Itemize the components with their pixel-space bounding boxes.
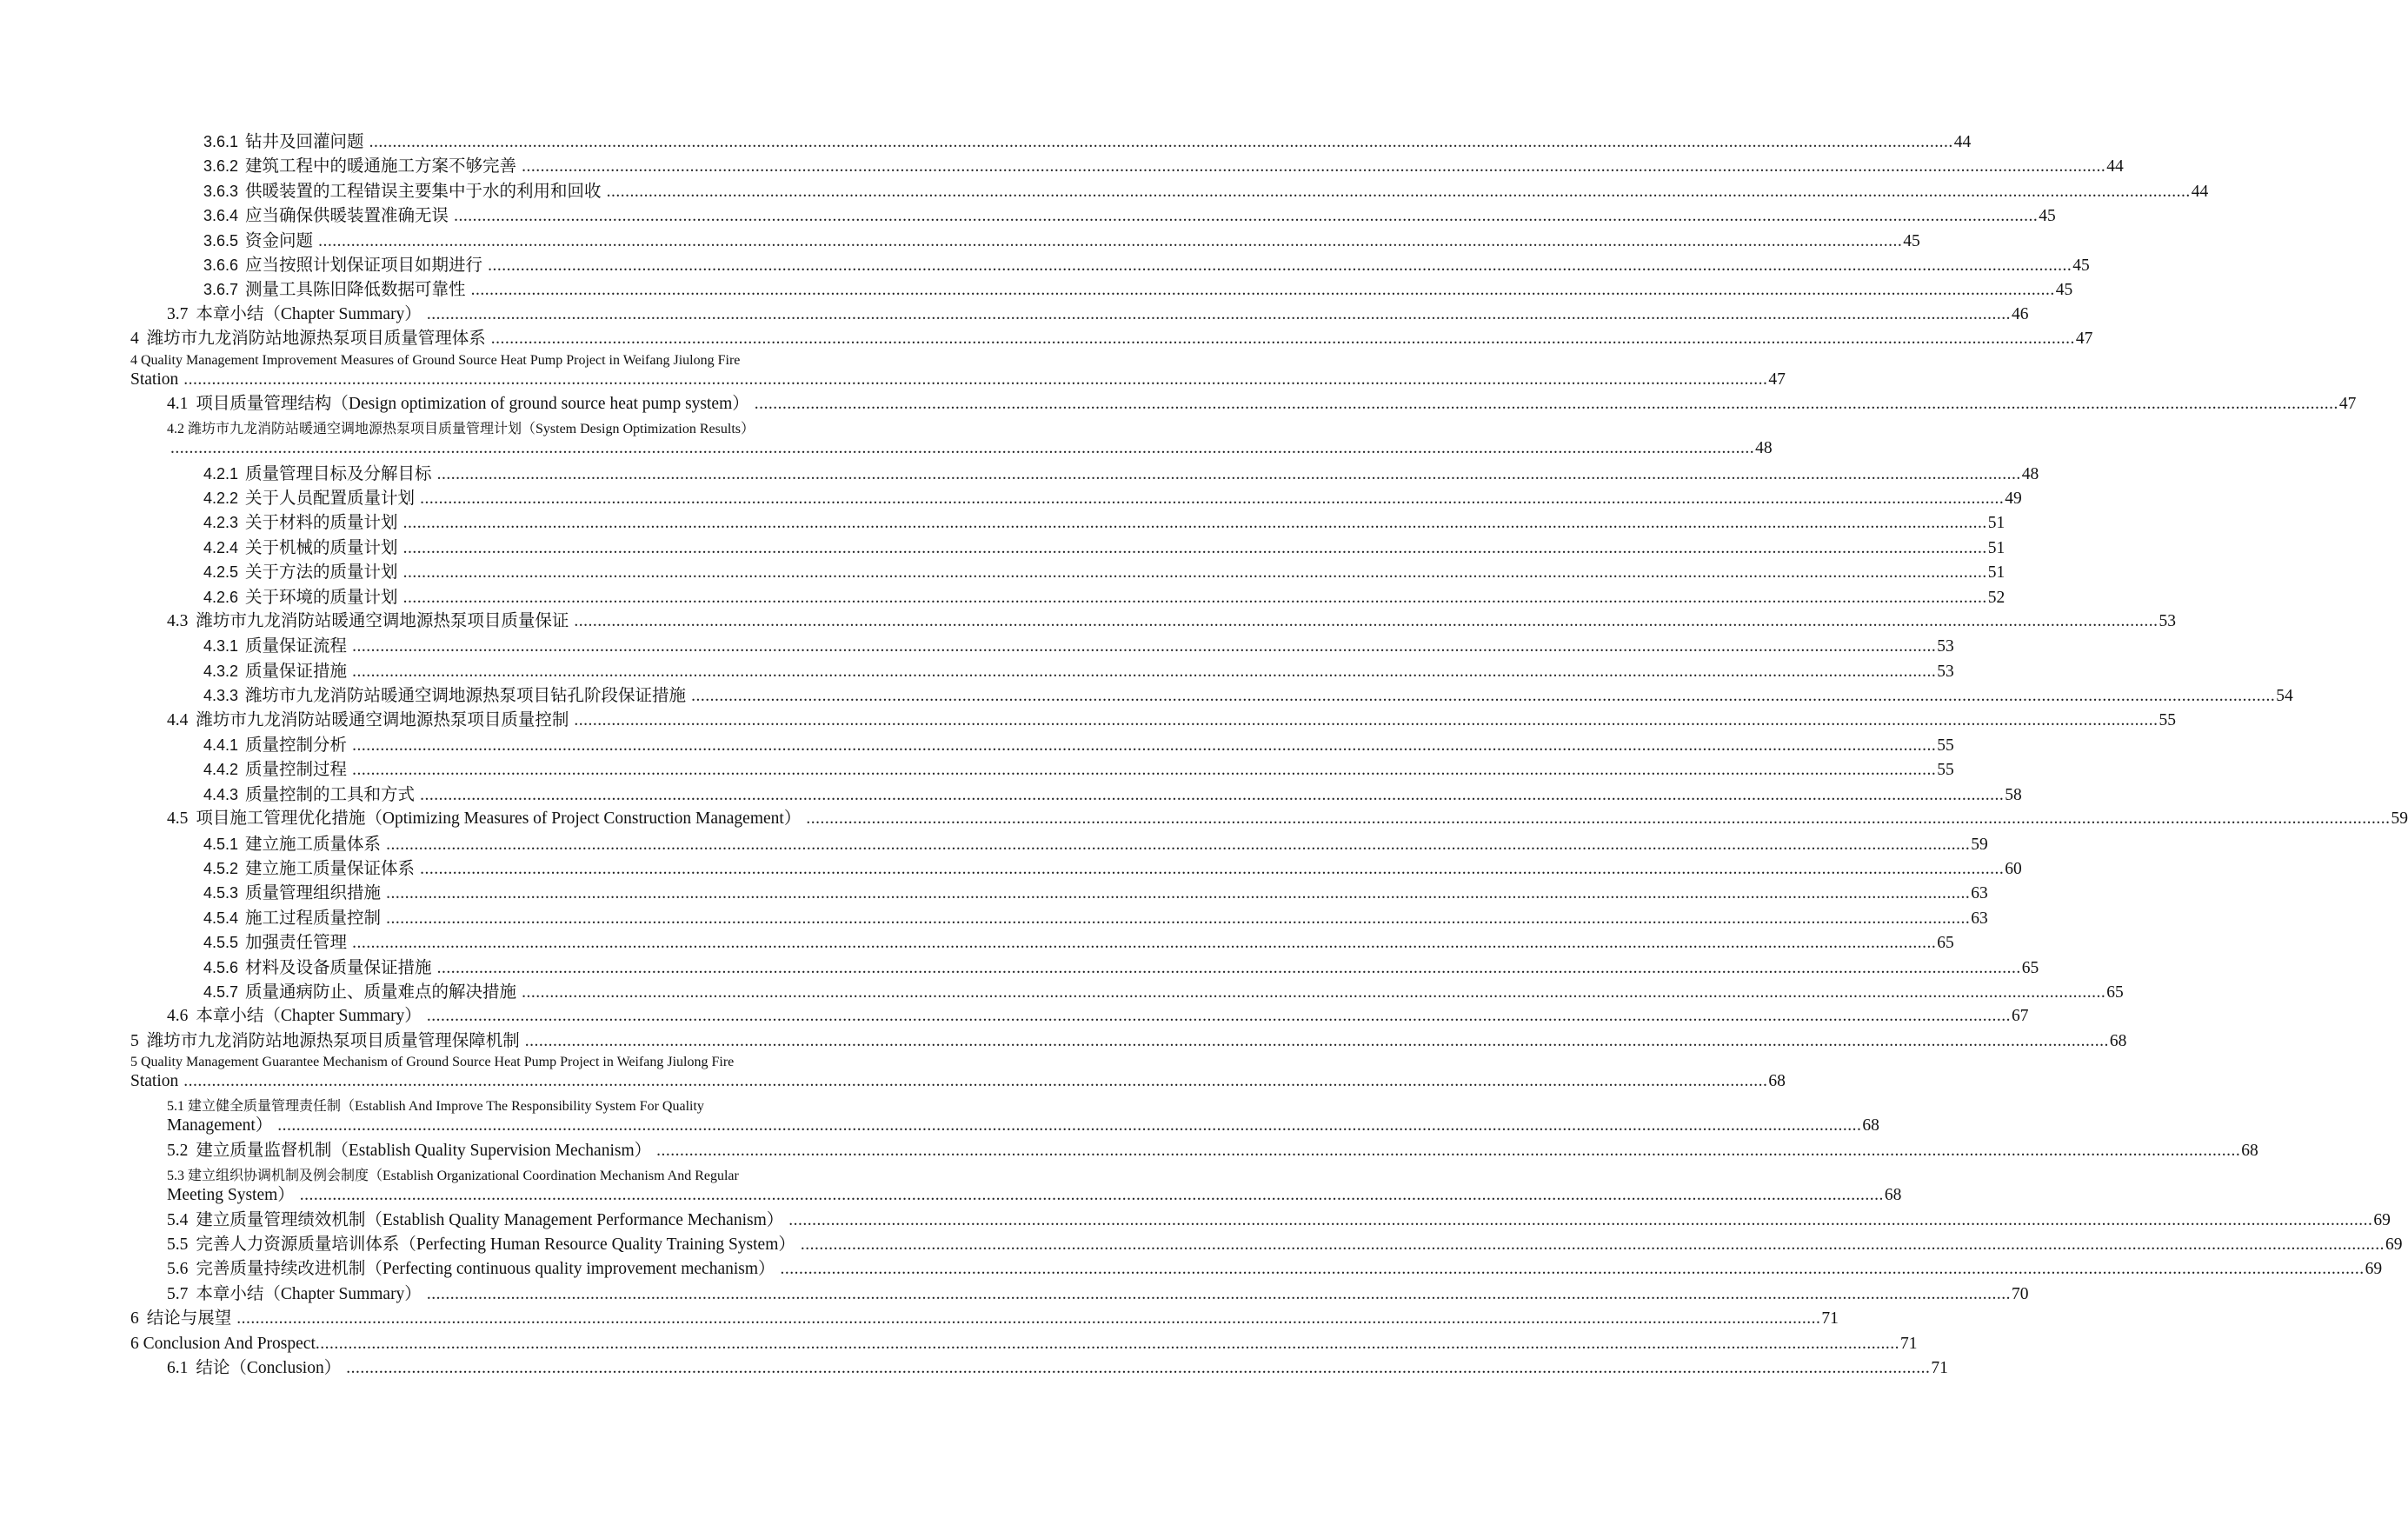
toc-page-number: 48: [1755, 439, 1773, 458]
dot-leader: [170, 437, 1754, 460]
toc-page-number: 51: [1987, 538, 2006, 557]
toc-number: 4.5.5: [203, 934, 239, 952]
toc-entry-4-2[interactable]: [130, 417, 1773, 462]
toc-page-number: 51: [1987, 514, 2006, 533]
dot-leader: [352, 661, 1936, 683]
toc-title: 质量管理目标及分解目标: [245, 464, 432, 483]
dot-leader: [427, 1283, 2011, 1306]
toc-entry-3-6-1[interactable]: [130, 130, 1972, 155]
dot-leader: [403, 587, 1987, 609]
toc-title: 资金问题: [245, 231, 314, 250]
toc-number: 4.3.1: [203, 637, 239, 656]
toc-page-number: 69: [2365, 1260, 2383, 1279]
toc-entry-4-3-2[interactable]: [130, 660, 1954, 684]
toc-number: 4.3: [167, 612, 189, 631]
toc-page-number: 45: [2055, 281, 2073, 300]
toc-title-line1: 5 Quality Management Guarantee Mechanism of Ground Source Heat Pump Project in Weifang Jiulong Fire: [130, 1055, 735, 1070]
toc-page-number: 46: [2011, 304, 2029, 323]
toc-entry-4-5-1[interactable]: [130, 833, 1988, 857]
dot-leader: [386, 834, 1970, 856]
toc-number: 4.2.1: [203, 464, 239, 483]
toc-number: 3.7: [167, 304, 189, 323]
toc-page-number: 54: [2276, 687, 2293, 706]
toc-title: 测量工具陈旧降低数据可靠性: [245, 281, 466, 300]
toc-page-number: 45: [2039, 207, 2056, 226]
toc-number: 3.6.2: [203, 157, 239, 176]
dot-leader: [352, 636, 1936, 658]
dot-leader: [183, 369, 1767, 391]
toc-title-line2: Meeting System）: [167, 1186, 295, 1205]
dot-leader: [755, 393, 2338, 416]
toc-title: 应当按照计划保证项目如期进行: [245, 256, 483, 275]
toc-number: 5.4: [167, 1210, 189, 1229]
toc-page-number: 55: [1937, 761, 1954, 780]
dot-leader: [525, 1030, 2109, 1053]
toc-entry-chapter-6-en[interactable]: [130, 1333, 1918, 1357]
toc-page-number: 68: [1768, 1072, 1786, 1091]
toc-title: 建筑工程中的暖通施工方案不够完善: [245, 157, 517, 176]
toc-number: 5.2: [167, 1141, 189, 1160]
toc-title: 结论与展望: [146, 1309, 232, 1329]
dot-leader: [801, 1234, 2385, 1256]
dot-leader: [352, 932, 1936, 955]
dot-leader: [420, 488, 2004, 510]
toc-entry-3-6-7[interactable]: [130, 278, 2073, 303]
toc-number: 5: [130, 1031, 139, 1050]
dot-leader: [352, 735, 1936, 757]
toc-number: 3.6.4: [203, 207, 239, 225]
toc-entry-4-4-1[interactable]: [130, 734, 1954, 758]
toc-title: 潍坊市九龙消防站暖通空调地源热泵项目质量保证: [196, 612, 569, 631]
dot-leader: [607, 181, 2191, 203]
toc-page-number: 49: [2005, 489, 2022, 509]
toc-page-number: 63: [1971, 909, 1988, 928]
toc-entry-3-6-5[interactable]: [130, 230, 1920, 254]
toc-title: 质量保证流程: [245, 637, 348, 656]
toc-title: 建立施工质量保证体系: [245, 859, 416, 878]
toc-title: 6 Conclusion And Prospect: [130, 1334, 316, 1353]
toc-page-number: 47: [1768, 370, 1786, 389]
toc-title: 关于材料的质量计划: [245, 514, 398, 533]
toc-title: 本章小结（Chapter Summary）: [196, 304, 422, 323]
toc-page-number: 52: [1987, 588, 2006, 607]
toc-page-number: 48: [2021, 464, 2039, 483]
toc-entry-5-4[interactable]: [130, 1209, 2391, 1234]
toc-page-number: 51: [1987, 563, 2006, 583]
toc-page-number: 71: [1821, 1309, 1839, 1329]
toc-title: 项目质量管理结构（Design optimization of ground source heat pump system）: [196, 394, 749, 413]
toc-entry-4-5-3[interactable]: [130, 882, 1988, 906]
dot-leader: [316, 1333, 1899, 1355]
toc-page-number: 55: [2159, 710, 2177, 729]
toc-title-line2: Management）: [167, 1116, 273, 1135]
toc-entry-3-6-3[interactable]: [130, 180, 2209, 204]
toc-title: 潍坊市九龙消防站暖通空调地源热泵项目质量控制: [196, 710, 569, 729]
toc-entry-5-5[interactable]: [130, 1234, 2403, 1258]
toc-title: 质量控制过程: [245, 761, 348, 780]
toc-entry-3-7[interactable]: [130, 303, 2029, 328]
toc-page-number: 71: [1931, 1358, 1948, 1377]
toc-title: 关于人员配置质量计划: [245, 489, 416, 509]
toc-entry-4-2-4[interactable]: [130, 536, 2006, 561]
toc-title: 建立施工质量体系: [245, 835, 382, 854]
toc-entry-3-6-6[interactable]: [130, 254, 2090, 278]
toc-number: 4.5.7: [203, 982, 239, 1001]
toc-title: 质量控制分析: [245, 736, 348, 755]
toc-entry-4-3-3[interactable]: [130, 684, 2293, 709]
toc-page-number: 71: [1900, 1334, 1918, 1353]
toc-entry-5-6[interactable]: [130, 1258, 2383, 1282]
toc-title: 完善人力资源质量培训体系（Perfecting Human Resource Quality Training System）: [196, 1235, 795, 1255]
toc-page-number: 44: [2191, 182, 2209, 201]
toc-number: 4: [130, 330, 139, 349]
toc-entry-4-5-5[interactable]: [130, 931, 1954, 956]
toc-entry-4-4-3[interactable]: [130, 783, 2022, 808]
toc-number: 4.2.2: [203, 489, 239, 508]
toc-page-number: 53: [1937, 662, 1954, 681]
dot-leader: [386, 882, 1970, 905]
dot-leader: [236, 1308, 1820, 1330]
toc-number: 4.5: [167, 809, 189, 829]
toc-title: 质量管理组织措施: [245, 884, 382, 903]
toc-entry-chapter-4-cn[interactable]: [130, 328, 2093, 352]
toc-page-number: 65: [1937, 934, 1954, 953]
toc-entry-5-1[interactable]: [130, 1095, 1879, 1139]
toc-title: 建立质量管理绩效机制（Establish Quality Management Performance Mechanism）: [196, 1210, 784, 1229]
toc-page-number: 65: [2106, 982, 2124, 1002]
toc-title: 材料及设备质量保证措施: [245, 958, 432, 977]
dot-leader: [522, 156, 2105, 178]
toc-page-number: 67: [2011, 1007, 2029, 1026]
toc-title: 潍坊市九龙消防站地源热泵项目质量管理体系: [146, 330, 486, 349]
toc-entry-4-5-4[interactable]: [130, 907, 1988, 931]
toc-number: 4.5.3: [203, 884, 239, 902]
toc-page-number: 65: [2021, 958, 2039, 977]
toc-title: 完善质量持续改进机制（Perfecting continuous quality improvement mechanism）: [196, 1260, 775, 1279]
toc-title: 项目施工管理优化措施（Optimizing Measures of Project Construction Management）: [196, 809, 802, 829]
toc-title: 钻井及回灌问题: [245, 133, 364, 151]
toc-number: 4.4.1: [203, 736, 239, 754]
dot-leader: [437, 463, 2021, 486]
dot-leader: [522, 982, 2105, 1004]
toc-entry-5-2[interactable]: [130, 1140, 2258, 1164]
toc-page-number: 63: [1971, 884, 1988, 903]
toc-title: 潍坊市九龙消防站暖通空调地源热泵项目钻孔阶段保证措施: [245, 687, 687, 706]
toc-number: 3.6.7: [203, 281, 239, 299]
toc-number: 4.5.1: [203, 835, 239, 853]
dot-leader: [183, 1070, 1767, 1093]
dot-leader: [437, 957, 2021, 980]
dot-leader: [806, 808, 2390, 830]
dot-leader: [788, 1209, 2372, 1232]
dot-leader: [403, 562, 1987, 584]
toc-entry-4-3-1[interactable]: [130, 635, 1954, 659]
toc-number: 3.6.6: [203, 256, 239, 274]
toc-page-number: 47: [2075, 330, 2093, 349]
dot-leader: [781, 1258, 2365, 1281]
toc-title: 本章小结（Chapter Summary）: [196, 1007, 422, 1026]
toc-number: 6: [130, 1309, 139, 1329]
toc-number: 6.1: [167, 1358, 189, 1377]
dot-leader: [488, 255, 2072, 277]
toc-title-line1: 4 Quality Management Improvement Measures of Ground Source Heat Pump Project in Weifang Jiulong Fire: [130, 352, 741, 368]
toc-title-line1: 5.1 建立健全质量管理责任制（Establish And Improve The Responsibility System For Quality: [167, 1099, 704, 1115]
dot-leader: [574, 709, 2158, 732]
toc-page-number: 69: [2373, 1210, 2391, 1229]
toc-number: 3.6.5: [203, 231, 239, 250]
toc-entry-4-5[interactable]: [130, 808, 2408, 832]
dot-leader: [369, 131, 1953, 154]
toc-number: 4.4.3: [203, 785, 239, 803]
toc-entry-4-5-2[interactable]: [130, 857, 2022, 882]
toc-number: 4.4: [167, 710, 189, 729]
toc-page-number: 70: [2011, 1284, 2029, 1303]
toc-title: 应当确保供暖装置准确无误: [245, 207, 449, 226]
toc-page-number: 53: [2159, 612, 2177, 631]
toc-number: 4.5.6: [203, 958, 239, 976]
toc-title: 施工过程质量控制: [245, 909, 382, 928]
table-of-contents: [130, 130, 2408, 1382]
toc-page-number: 68: [2241, 1141, 2258, 1160]
toc-entry-4-2-3[interactable]: [130, 511, 2006, 536]
toc-entry-4-5-7[interactable]: [130, 981, 2124, 1005]
toc-title: 质量保证措施: [245, 662, 348, 681]
toc-number: 4.4.2: [203, 761, 239, 779]
toc-title: 供暖装置的工程错误主要集中于水的利用和回收: [245, 182, 602, 201]
toc-number: 4.2.6: [203, 588, 239, 606]
toc-entry-4-3[interactable]: [130, 610, 2177, 635]
toc-entry-6-1[interactable]: [130, 1357, 1948, 1382]
toc-title: 关于方法的质量计划: [245, 563, 398, 583]
dot-leader: [427, 303, 2011, 326]
toc-entry-4-2-5[interactable]: [130, 561, 2006, 585]
toc-title: 结论（Conclusion）: [196, 1358, 342, 1377]
dot-leader: [277, 1115, 1861, 1137]
toc-entry-3-6-4[interactable]: [130, 204, 2056, 229]
toc-number: 4.3.3: [203, 687, 239, 705]
toc-number: 5.6: [167, 1260, 189, 1279]
toc-page-number: 59: [1971, 835, 1988, 854]
toc-title-line1: 5.3 建立组织协调机制及例会制度（Establish Organizational Coordination Mechanism And Regular: [167, 1169, 739, 1184]
toc-number: 4.2.4: [203, 538, 239, 556]
dot-leader: [403, 537, 1987, 560]
toc-number: 4.1: [167, 394, 189, 413]
toc-title: 质量通病防止、质量难点的解决措施: [245, 982, 517, 1002]
dot-leader: [420, 858, 2004, 881]
toc-page-number: 53: [1937, 637, 1954, 656]
dot-leader: [471, 279, 2055, 302]
dot-leader: [691, 685, 2275, 708]
toc-number: 4.3.2: [203, 662, 239, 680]
toc-number: 4.2.5: [203, 563, 239, 582]
toc-page-number: 68: [1862, 1116, 1879, 1135]
toc-page-number: 60: [2005, 859, 2022, 878]
dot-leader: [574, 610, 2158, 633]
toc-page-number: 47: [2338, 394, 2357, 413]
toc-number: 4.6: [167, 1007, 189, 1026]
dot-leader: [427, 1005, 2011, 1028]
toc-number: 4.5.4: [203, 909, 239, 927]
toc-entry-4-2-1[interactable]: [130, 463, 2039, 487]
toc-entry-5-7[interactable]: [130, 1283, 2029, 1308]
toc-entry-4-6[interactable]: [130, 1005, 2029, 1029]
toc-number: 5.7: [167, 1284, 189, 1303]
toc-entry-4-2-6[interactable]: [130, 586, 2006, 610]
toc-title: 潍坊市九龙消防站地源热泵项目质量管理保障机制: [146, 1031, 520, 1050]
toc-page-number: 58: [2005, 785, 2022, 804]
toc-entry-4-1[interactable]: [130, 393, 2357, 417]
toc-title-line2: Station: [130, 1072, 179, 1091]
toc-page-number: 55: [1937, 736, 1954, 755]
toc-entry-3-6-2[interactable]: [130, 155, 2124, 179]
dot-leader: [318, 230, 1902, 253]
toc-title-line2: Station: [130, 370, 179, 389]
toc-page-number: 69: [2385, 1235, 2403, 1255]
toc-page-number: 44: [2106, 157, 2124, 176]
toc-title: 质量控制的工具和方式: [245, 785, 416, 804]
toc-number: 5.5: [167, 1235, 189, 1255]
dot-leader: [454, 205, 2038, 228]
toc-entry-chapter-5-en[interactable]: [130, 1055, 1786, 1095]
toc-title: 加强责任管理: [245, 934, 348, 953]
dot-leader: [403, 512, 1987, 535]
toc-page-number: 44: [1953, 133, 1972, 151]
dot-leader: [352, 759, 1936, 782]
toc-entry-chapter-6-cn[interactable]: [130, 1308, 1839, 1332]
toc-title: 关于环境的质量计划: [245, 588, 398, 607]
toc-entry-chapter-5-cn[interactable]: [130, 1030, 2127, 1055]
toc-title: 本章小结（Chapter Summary）: [196, 1284, 422, 1303]
dot-leader: [300, 1184, 1884, 1207]
toc-title: 建立质量监督机制（Establish Quality Supervision Mechanism）: [196, 1141, 652, 1160]
toc-number: 4.5.2: [203, 859, 239, 877]
toc-page-number: 68: [1884, 1186, 1902, 1205]
toc-entry-4-4[interactable]: [130, 709, 2177, 734]
toc-entry-chapter-4-en[interactable]: [130, 352, 1786, 393]
toc-page-number: 45: [2072, 256, 2090, 275]
toc-entry-4-4-2[interactable]: [130, 758, 1954, 782]
toc-page-number: 45: [1903, 231, 1920, 250]
dot-leader: [386, 908, 1970, 930]
toc-title: 关于机械的质量计划: [245, 538, 398, 557]
toc-number: 3.6.1: [203, 133, 239, 150]
dot-leader: [491, 328, 2075, 350]
dot-leader: [420, 784, 2004, 807]
toc-number: 4.2.3: [203, 514, 239, 532]
toc-number: 3.6.3: [203, 182, 239, 200]
toc-entry-5-3[interactable]: [130, 1164, 1902, 1209]
toc-entry-4-5-6[interactable]: [130, 956, 2039, 981]
dot-leader: [656, 1140, 2240, 1162]
dot-leader: [346, 1357, 1930, 1380]
toc-page-number: 59: [2391, 809, 2408, 829]
toc-page-number: 68: [2109, 1031, 2127, 1050]
toc-entry-4-2-2[interactable]: [130, 487, 2022, 511]
toc-title-line1: 4.2 潍坊市九龙消防站暖通空调地源热泵项目质量管理计划（System Design Optimization Results）: [167, 422, 755, 437]
